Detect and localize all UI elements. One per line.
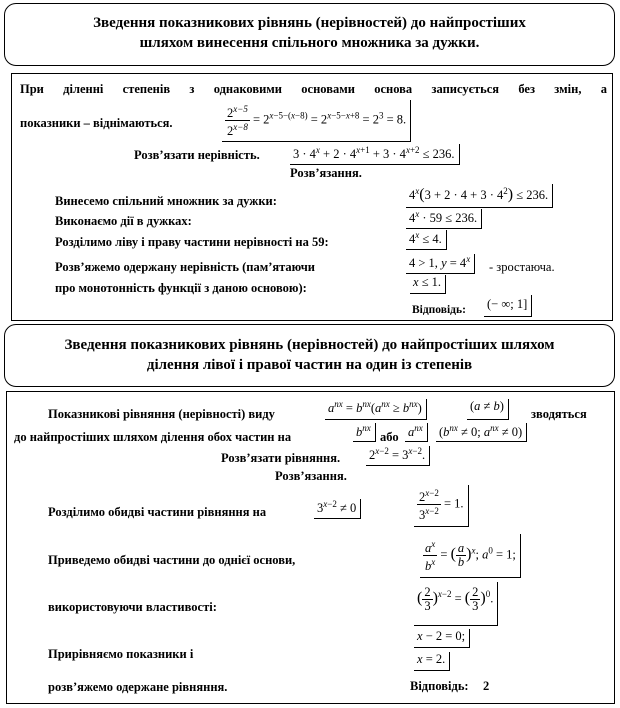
section2-intro-part2: зводяться bbox=[531, 407, 587, 421]
section2-step-property: використовуючи властивості: bbox=[48, 600, 217, 614]
section1-quotient-rule-formula: $\frac{2^{x-5}}{2^{x-8}}$ = $2^{x-5-(x-8)} = 2^{x-5-x+8} = 2^3 = 8$. bbox=[222, 100, 411, 142]
section1-increasing-note: - зростаюча. bbox=[489, 260, 555, 274]
section2-intro-or: або bbox=[380, 430, 399, 444]
section1-step-brackets: Виконаємо дії в дужках: bbox=[55, 214, 192, 228]
section2-solution-label: Розв’язання. bbox=[275, 469, 347, 483]
section1-step-divide: Розділимо ліву і праву частини нерівності на 59: bbox=[55, 235, 329, 249]
section1-solution-label: Розв’язання. bbox=[290, 166, 362, 180]
section2-step-equate: Прирівняємо показники і bbox=[48, 647, 194, 661]
section1-factored-expression: $4^x(3 + 2 \cdot 4 + 3 \cdot 4^2) \le 236$. bbox=[406, 184, 553, 208]
section1-solution-x: x ≤ 1. bbox=[410, 275, 446, 294]
section2-solution-x: x = 2. bbox=[414, 652, 450, 671]
section2-equation: $2^{x-2} = 3^{x-2}$. bbox=[366, 446, 430, 466]
section2-equation-form: $a^{nx} = b^{nx}(a^{nx} \ge b^{nx})$ bbox=[325, 399, 427, 420]
section1-answer-interval: (− ∞; 1] bbox=[484, 295, 532, 317]
section2-step-base: Приведемо обидві частини до однієї основи, bbox=[48, 553, 296, 567]
section2-title-box bbox=[4, 324, 615, 387]
section1-simplified-expression: $4^x \cdot 59 \le 236$. bbox=[406, 209, 482, 229]
section2-intro-line2-part1: до найпростіших шляхом ділення обох частин на bbox=[14, 430, 292, 444]
section1-inequality: $3 \cdot 4^x + 2 \cdot 4^{x+1} + 3 \cdot 4^{x+2} \le 236$. bbox=[290, 144, 460, 165]
section2-divisor-expression: $3^{x-2} \ne 0$ bbox=[314, 499, 361, 519]
section2-title-line2: ділення лівої і правої частин на один із степенів bbox=[146, 357, 473, 373]
section2-title-line1: Зведення показникових рівнянь (нерівностей) до найпростіших шляхом bbox=[64, 337, 555, 353]
section1-solve-label: Розв’язати нерівність. bbox=[134, 148, 260, 162]
section1-divided-expression: $4^x \le 4$. bbox=[406, 230, 447, 250]
section2-solve-label: Розв’язати рівняння. bbox=[221, 451, 341, 465]
section1-title-line2: шляхом винесення спільного множника за дужки. bbox=[139, 35, 480, 51]
section1-intro-line1: При діленні степенів з однаковими основами основа записується без змін, а bbox=[20, 82, 607, 96]
section1-title-box bbox=[4, 3, 615, 66]
section2-property-formula: $\frac{a^x}{b^x}$ = ( $\frac{a}{b}$ )$^x$; $a^0 = 1$; bbox=[420, 534, 521, 578]
section2-divisor-a: $a^{nx}$ bbox=[405, 423, 428, 442]
section1-step-factor: Винесемо спільний множник за дужки: bbox=[55, 194, 277, 208]
section2-divisor-b: $b^{nx}$ bbox=[353, 423, 376, 442]
section2-answer-value: 2 bbox=[483, 679, 490, 693]
section2-condition-a-not-b: (a ≠ b) bbox=[467, 399, 509, 420]
section2-same-base-equation: ( $\frac{2}{3}$ )$^{x-2}$ = ( $\frac{2}{3}$ )$^0$. bbox=[414, 582, 498, 626]
section1-step-solve-line1: Розв’яжемо одержану нерівність (пам’ятаючи bbox=[55, 260, 315, 274]
section2-intro-part1: Показникові рівняння (нерівності) виду bbox=[48, 407, 275, 421]
section2-exponent-equation: x − 2 = 0; bbox=[414, 629, 470, 648]
section2-nonzero-condition: ($b^{nx} \ne 0$; $a^{nx} \ne 0$) bbox=[436, 423, 527, 442]
section1-title-line1: Зведення показникових рівнянь (нерівностей) до найпростіших bbox=[93, 15, 526, 31]
section1-step-solve-line2: про монотонність функції з даною основою): bbox=[55, 281, 307, 295]
section2-step-solve: розв’яжемо одержане рівняння. bbox=[48, 680, 228, 694]
section1-intro-line2: показники – віднімаються. bbox=[20, 116, 173, 130]
section1-monotonic-condition: 4 > 1, $y = 4^x$ bbox=[406, 254, 475, 274]
section2-step-divide: Розділимо обидві частини рівняння на bbox=[48, 505, 267, 519]
section2-divided-equation: $\frac{2^{x-2}}{3^{x-2}}$ = 1. bbox=[414, 485, 469, 527]
section1-answer-label: Відповідь: bbox=[412, 304, 466, 316]
section2-answer-label: Відповідь: bbox=[410, 679, 469, 693]
